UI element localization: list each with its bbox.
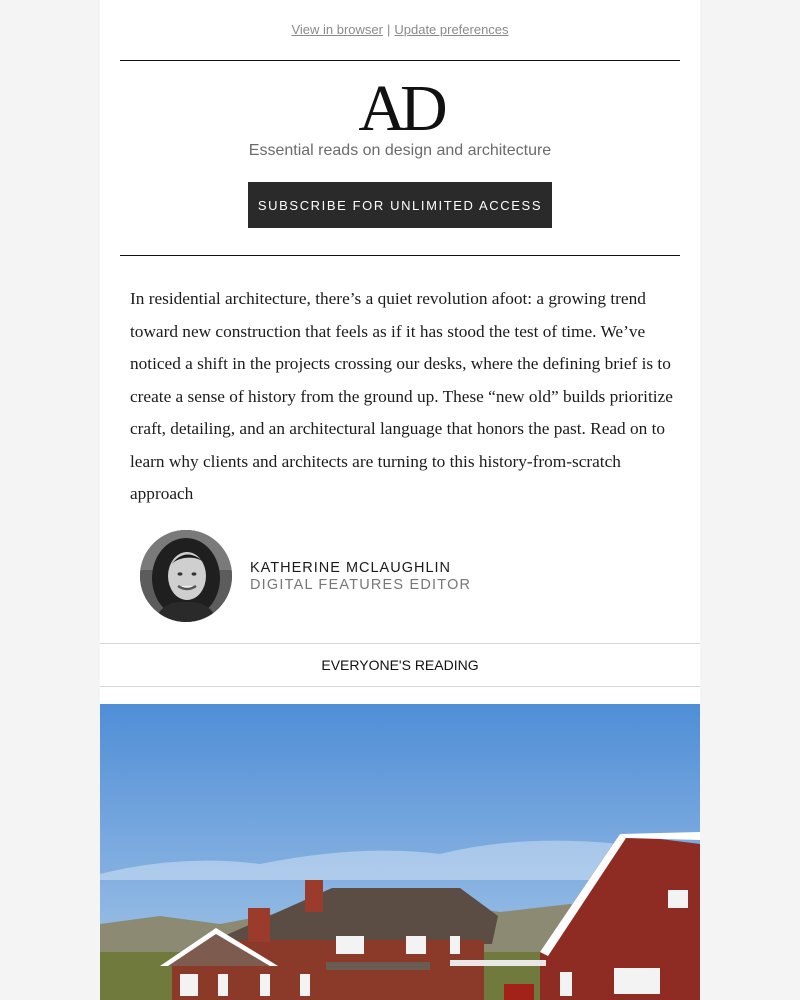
logo-mark: AD bbox=[358, 78, 442, 134]
author-text bbox=[250, 560, 471, 593]
red-truck bbox=[504, 984, 534, 1000]
author-avatar bbox=[140, 530, 232, 622]
top-links bbox=[100, 22, 700, 37]
author-name: KATHERINE MCLAUGHLIN bbox=[250, 559, 452, 576]
hero-image[interactable] bbox=[100, 704, 700, 1000]
intro-paragraph: In residential architecture, there’s a quiet revolution afoot: a growing trend toward new construction that feels as if it has stood the test of time. We’ve noticed a shift in the projects crossing our desks, where the defining brief is to create a sense of history from the ground up. These “new old” builds prioritize craft, detailing, and an architectural language that honors the past. Read on to learn why clients and architects are turning to this history-from-scratch approach bbox=[130, 289, 673, 503]
divider-bottom bbox=[120, 255, 680, 256]
author-role: DIGITAL FEATURES EDITOR bbox=[250, 576, 472, 593]
email-container bbox=[100, 0, 700, 1000]
tagline: Essential reads on design and architecture bbox=[248, 142, 552, 159]
ad-logo[interactable] bbox=[100, 78, 700, 134]
view-in-browser-link[interactable]: View in browser bbox=[291, 22, 383, 37]
link-separator: | bbox=[386, 22, 391, 37]
divider-top bbox=[120, 60, 680, 61]
section-heading: EVERYONE'S READING bbox=[100, 643, 700, 687]
update-preferences-link[interactable]: Update preferences bbox=[394, 22, 509, 37]
subscribe-button[interactable]: SUBSCRIBE FOR UNLIMITED ACCESS bbox=[248, 182, 552, 228]
author-block bbox=[140, 530, 471, 622]
